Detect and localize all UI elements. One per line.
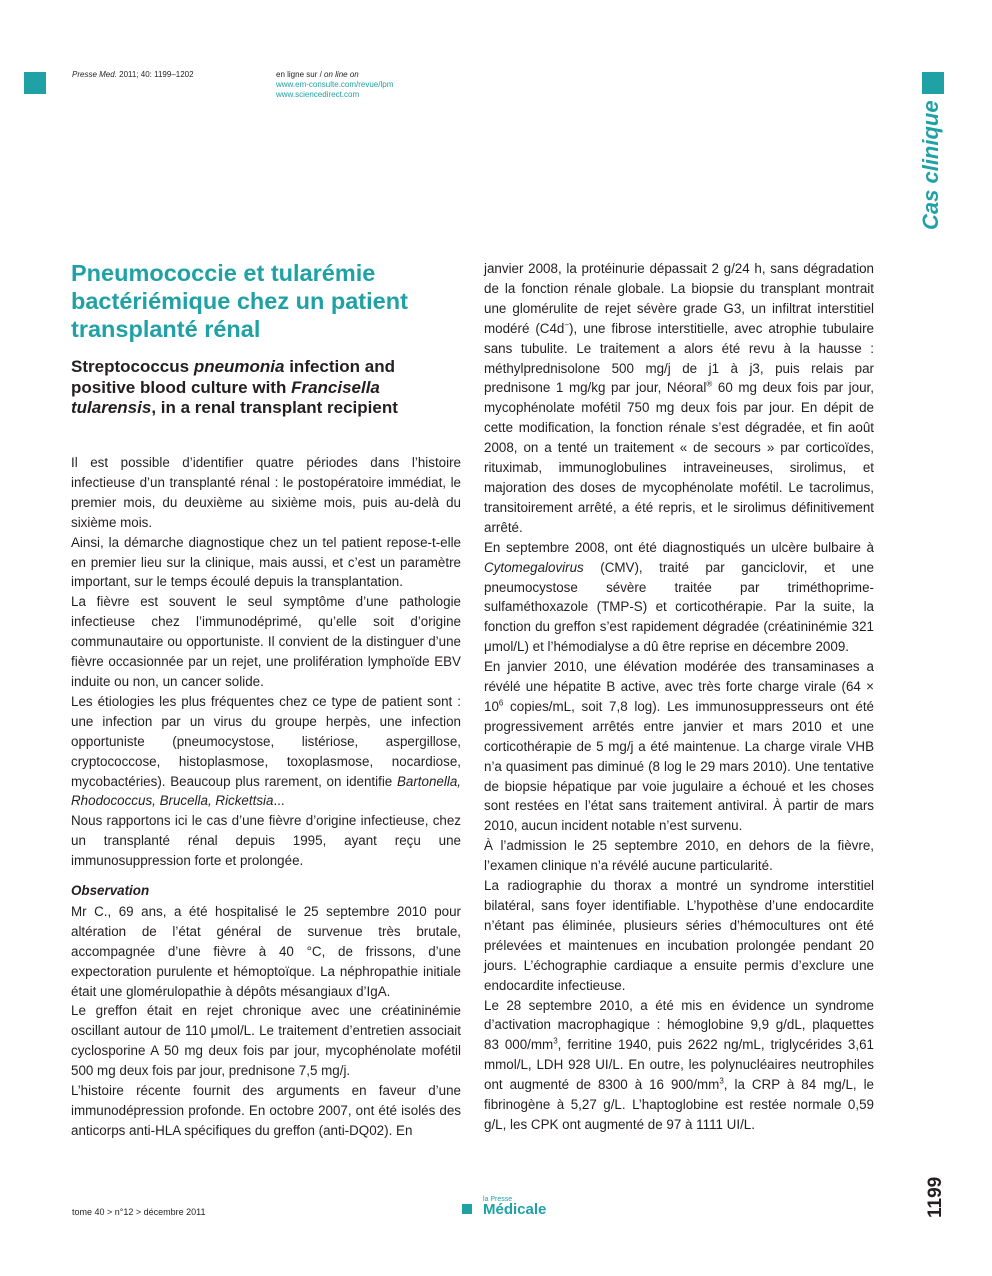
- paragraph: janvier 2008, la protéinurie dépassait 2 g/24 h, sans dégradation de la fonction rénale globale. La biopsie du transplant montrait une glomérulite de rejet sévère grade G3, un infiltrat interstitiel modéré (C4d−), une fibrose interstitielle, avec atrophie tubulaire sans tubulite. Le traitement a alors été revu à la hausse : méthylprednisolone 500 mg/j de j1 à j3, puis relais par prednisone 1 mg/kg par jour, Néoral® 60 mg deux fois par jour, mycophénolate mofétil 750 mg deux fois par jour. En dépit de cette modification, la fonction rénale s’est dégradée, et fin août 2008, on a tenté un traitement « de secours » par corticoïdes, rituximab, immunoglobulines intraveineuses, sirolimus, et majoration des doses de mycophénolate mofétil. Le tacrolimus, transitoirement arrêté, a été repris, et le sirolimus définitivement arrêté.: [484, 261, 874, 535]
- section-label: Cas clinique: [918, 100, 943, 230]
- paragraph: Nous rapportons ici le cas d’une fièvre d’origine infectieuse, chez un transplanté rénal depuis 1995, ayant reçu une immunosuppression forte et prolongée.: [71, 813, 461, 869]
- url-em-consulte[interactable]: www.em-consulte.com/revue/lpm: [276, 80, 394, 89]
- paragraph: La radiographie du thorax a montré un syndrome interstitiel bilatéral, sans foyer identifiable. L’hypothèse d’une endocardite n’étant pas éliminée, plusieurs séries d’hémocultures ont été prélevées et maintenues en incubation prolongée pendant 20 jours. L’échographie cardiaque a ensuite permis d’exclure une endocardite infectieuse.: [484, 878, 874, 993]
- issue-info: tome 40 > n°12 > décembre 2011: [72, 1207, 206, 1217]
- paragraph: En septembre 2008, ont été diagnostiqués un ulcère bulbaire à Cytomegalovirus (CMV), traité par ganciclovir, et une pneumocystose sévère traitée par triméthoprime-sulfaméthoxazole (TMP-S) et corticothérapie. Par la suite, la fonction du greffon s’est rapidement dégradée (créatininémie 321 μmol/L) et l’hémodialyse a dû être reprise en décembre 2009.: [484, 539, 874, 655]
- page-number: 1199: [925, 1176, 946, 1218]
- right-column: [484, 259, 874, 1135]
- paragraph: Les étiologies les plus fréquentes chez ce type de patient sont : une infection par un virus du groupe herpès, une infection opportuniste (pneumocystose, listériose, aspergillose, cryptococcose, histoplasmose, toxoplasmose, nocardiose, mycobactéries). Beaucoup plus rarement, on identifie Bartonella, Rhodococcus, Brucella, Rickettsia...: [71, 693, 461, 809]
- url-sciencedirect[interactable]: www.sciencedirect.com: [276, 90, 360, 99]
- paragraph: Le greffon était en rejet chronique avec une créatininémie oscillant autour de 110 μmol/L. Le traitement d’entretien associait cyclosporine A 50 mg deux fois par jour, mycophénolate mofétil 500 mg deux fois par jour, prednisone 7,5 mg/j.: [71, 1003, 461, 1079]
- journal-reference: Presse Med. 2011; 40: 1199–1202: [72, 70, 194, 79]
- article-subtitle: Streptococcus pneumonia infection and positive blood culture with Francisella tularensis, in a renal transplant recipient: [71, 357, 398, 417]
- paragraph: À l’admission le 25 septembre 2010, en dehors de la fièvre, l’examen clinique n’a révélé aucune particularité.: [484, 838, 874, 874]
- paragraph: La fièvre est souvent le seul symptôme d’une pathologie infectieuse chez l’immunodéprimé, qu’elle soit d’origine communautaire ou opportuniste. Il convient de la distinguer d’une fièvre occasionnée par un rejet, une prolifération lymphoïde EBV induite ou non, un cancer solide.: [71, 594, 461, 689]
- paragraph: En janvier 2010, une élévation modérée des transaminases a révélé une hépatite B active, avec très forte charge virale ($64 \times 10^6$ copies/mL, soit 7,8 log). Les immunosuppresseurs ont été progressivement arrêtés entre janvier et mars 2010 et une corticothérapie de 5 mg/j a été maintenue. La charge virale VHB n’a quasiment pas diminué (8 log le 29 mars 2010). Une tentative de biopsie hépatique par voie jugulaire a échoué et les choses sont restées en l’état sans traitement antiviral. À partir de mars 2010, aucun incident notable n’est survenu.: [484, 659, 874, 834]
- corner-square-left: [24, 72, 46, 94]
- paragraph: Il est possible d’identifier quatre périodes dans l’histoire infectieuse d’un transplanté rénal : le postopératoire immédiat, le premier mois, du deuxième au sixième mois, puis au-delà du sixième mois.: [71, 455, 461, 530]
- logo-square-icon: [462, 1204, 472, 1214]
- online-availability: en ligne sur / on line on www.em-consulte.com/revue/lpm www.sciencedirect.com: [276, 70, 394, 99]
- corner-square-right: [922, 72, 944, 94]
- section-heading-observation: Observation: [71, 883, 150, 899]
- paragraph: Ainsi, la démarche diagnostique chez un tel patient repose-t-elle en premier lieu sur la clinique, mais aussi, et c’est un paramètre important, sur le temps écoulé depuis la transplantation.: [71, 534, 461, 590]
- left-column: [71, 453, 461, 1141]
- journal-logo: la Presse Médicale: [462, 1196, 562, 1220]
- paragraph: L’histoire récente fournit des arguments en faveur d’une immunodépression profonde. En octobre 2007, ont été isolés des anticorps anti-HLA spécifiques du greffon (anti-DQ02). En: [71, 1083, 461, 1138]
- paragraph: Le 28 septembre 2010, a été mis en évidence un syndrome d’activation macrophagique : hémoglobine 9,9 g/dL, plaquettes 83 $000/mm^3$, ferritine 1940, puis 2622 ng/mL, triglycérides 3,61 mmol/L, LDH 928 UI/L. En outre, les polynucléaires neutrophiles ont augmenté de 8300 à 16 $900/mm^3$, la CRP à 84 mg/L, le fibrinogène à 5,27 g/L. L’haptoglobine est restée normale 0,59 g/L, les CPK ont augmenté de 97 à 1111 UI/L.: [484, 997, 874, 1132]
- paragraph: Mr C., 69 ans, a été hospitalisé le 25 septembre 2010 pour altération de l’état général de survenue très brutale, accompagnée d’une fièvre à 40 °C, de frissons, d’une expectoration purulente et hémoptoïque. La néphropathie initiale était une glomérulopathie à dépôts mésangiaux d’IgA.: [71, 903, 461, 999]
- article-title: Pneumococcie et tularémie bactériémique chez un patient transplanté rénal: [71, 260, 408, 342]
